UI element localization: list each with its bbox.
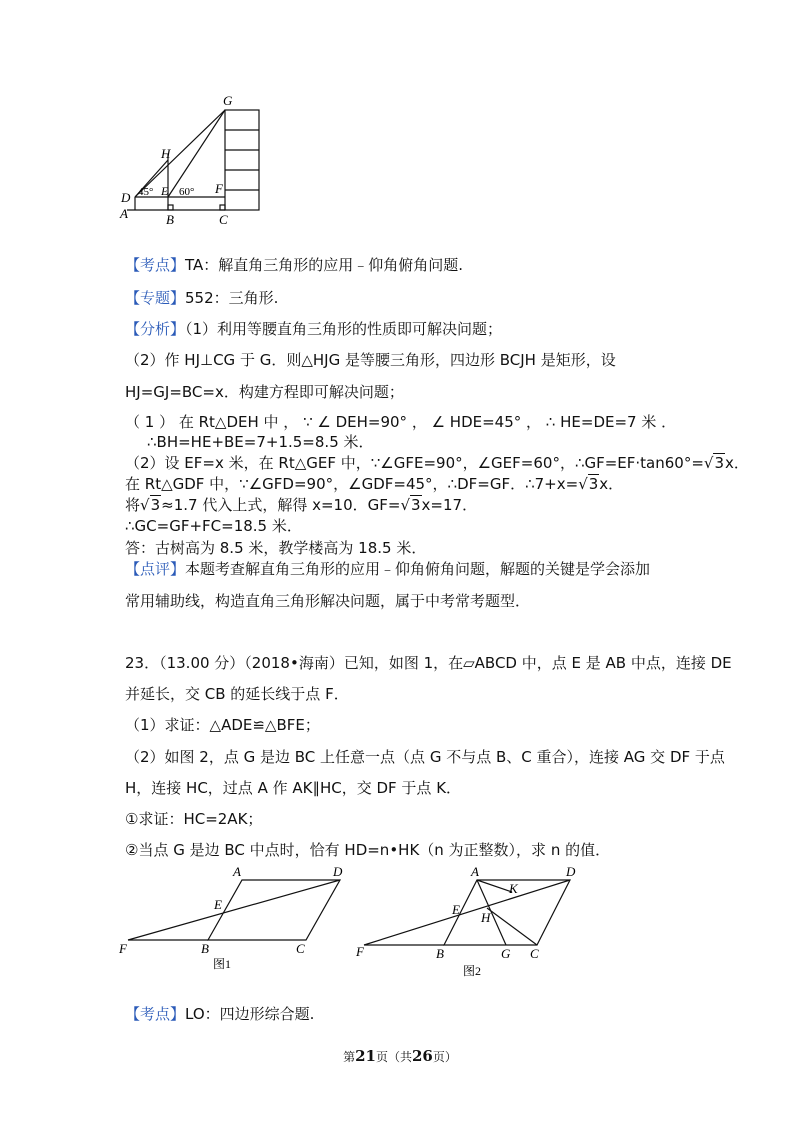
- jieda-l5-c: x=17．: [421, 496, 478, 514]
- jieda-l5-a: 将: [125, 496, 141, 514]
- jieda-l3-tail: x．: [725, 454, 749, 472]
- label-D: D: [121, 190, 131, 205]
- zhuanti-line: [125, 287, 685, 309]
- kaodian-tag: 【考点】: [125, 256, 186, 274]
- fig2-label-G: G: [501, 946, 511, 961]
- fig2-label-H: H: [481, 910, 491, 925]
- label-A: A: [120, 206, 128, 221]
- fig1-label-F: F: [119, 941, 127, 956]
- fig1-label-B: B: [201, 941, 209, 956]
- footer-page-number: 21: [355, 1047, 376, 1065]
- jieda-l4-text: 在 Rt△GDF 中，∵∠GFD=90°，∠GDF=45°，∴DF=GF．∴7+x=: [125, 475, 579, 493]
- jieda-l4-tail: x．: [599, 475, 624, 493]
- dianping-tag: 【点评】: [125, 560, 186, 578]
- fenxi-line-3: HJ=GJ=BC=x．构建方程即可解决问题；: [125, 383, 404, 401]
- fig2-label-D: D: [566, 864, 576, 879]
- kaodian2-tag: 【考点】: [125, 1005, 186, 1023]
- zhuanti-tag: 【专题】: [125, 289, 186, 307]
- fig2-label-F: F: [356, 944, 364, 959]
- label-H: H: [161, 146, 171, 161]
- jieda-line-7: 答：古树高为 8.5 米，教学楼高为 18.5 米．: [125, 539, 427, 557]
- fenxi-line-2: （2）作 HJ⊥CG 于 G．则△HJG 是等腰三角形，四边形 BCJH 是矩形，设: [125, 351, 616, 369]
- kaodian-text: TA：解直角三角形的应用﹣仰角俯角问题.: [185, 256, 464, 274]
- sqrt-3: √3: [400, 496, 421, 514]
- fig2-label-C: C: [530, 946, 539, 961]
- jieda-line-4: [125, 473, 685, 495]
- fig1-label-E: E: [214, 897, 222, 912]
- jieda-line-2: ∴BH=HE+BE=7+1.5=8.5 米．: [147, 433, 374, 451]
- figure-tree-building: [115, 92, 275, 227]
- label-angle60: 60°: [179, 186, 195, 198]
- figure-parallelogram-2: [352, 860, 612, 980]
- jieda-l3-text: （2）设 EF=x 米，在 Rt△GEF 中，∵∠GFE=90°，∠GEF=60°，∴GF=EF·tan60°=: [125, 454, 704, 472]
- zhuanti-text: 552：三角形.: [185, 289, 279, 307]
- sqrt-3: √3: [703, 454, 725, 472]
- jieda-line-6: ∴GC=GF+FC=18.5 米．: [125, 517, 302, 535]
- fig1-label-C: C: [296, 941, 305, 956]
- label-E: E: [161, 184, 169, 198]
- fig2-label-K: K: [509, 881, 518, 896]
- q23-line-4: （2）如图 2，点 G 是边 BC 上任意一点（点 G 不与点 B、C 重合），连接 AG 交 DF 于点: [125, 748, 725, 766]
- jieda-l5-b: ≈1.7 代入上式，解得 x=10．GF=: [161, 496, 401, 514]
- footer-suffix: 页）: [432, 1050, 457, 1064]
- q23-line-2: 并延长，交 CB 的延长线于点 F．: [125, 685, 349, 703]
- page-footer: [0, 1047, 800, 1065]
- footer-prefix: 第: [343, 1050, 356, 1064]
- kaodian2-text: LO：四边形综合题.: [185, 1005, 315, 1023]
- q23-line-1: 23．（13.00 分）（2018•海南）已知，如图 1，在▱ABCD 中，点 E 是 AB 中点，连接 DE: [125, 654, 732, 672]
- fenxi-tag: 【分析】: [125, 320, 186, 338]
- label-angle45: 45°: [138, 186, 154, 198]
- sqrt-3: √3: [578, 475, 599, 493]
- label-F: F: [215, 181, 223, 196]
- fenxi-line-1: [125, 318, 685, 340]
- label-C: C: [219, 212, 228, 227]
- fig1-caption: 图1: [213, 957, 232, 971]
- footer-mid: 页（共: [375, 1050, 412, 1064]
- label-B: B: [166, 212, 174, 227]
- jieda-line-1: （ 1 ） 在 Rt△DEH 中 ， ∵ ∠ DEH=90° ， ∠ HDE=45° ， ∴ HE=DE=7 米 ．: [125, 413, 677, 431]
- building-shape: [225, 110, 259, 210]
- q23-line-3: （1）求证：△ADE≌△BFE；: [125, 716, 320, 734]
- kaodian2-line: [125, 1003, 685, 1025]
- label-G: G: [223, 93, 233, 108]
- fenxi-text-1: （1）利用等腰直角三角形的性质即可解决问题；: [185, 320, 503, 338]
- fig2-label-A: A: [471, 864, 479, 879]
- kaodian-line: [125, 254, 685, 276]
- fig1-label-A: A: [233, 864, 241, 879]
- q23-line-7: ②当点 G 是边 BC 中点时，恰有 HD=n•HK（n 为正整数），求 n 的值．: [125, 841, 611, 859]
- dianping-text-1: 本题考查解直角三角形的应用﹣仰角俯角问题，解题的关键是学会添加: [185, 560, 651, 578]
- dianping-line-1: [125, 558, 685, 580]
- fig2-label-B: B: [436, 946, 444, 961]
- q23-line-6: ①求证：HC=2AK；: [125, 810, 263, 828]
- figure-parallelogram-1: [115, 860, 355, 980]
- jieda-line-5: [125, 494, 685, 516]
- footer-total-pages: 26: [412, 1047, 433, 1065]
- fig2-label-E: E: [452, 902, 460, 917]
- jieda-line-3: [125, 452, 749, 474]
- q23-line-5: H，连接 HC，过点 A 作 AK∥HC，交 DF 于点 K．: [125, 779, 462, 797]
- fig2-caption: 图2: [463, 964, 482, 978]
- sqrt-3: √3: [140, 496, 161, 514]
- fig1-label-D: D: [333, 864, 343, 879]
- dianping-line-2: 常用辅助线，构造直角三角形解决问题，属于中考常考题型．: [125, 592, 531, 610]
